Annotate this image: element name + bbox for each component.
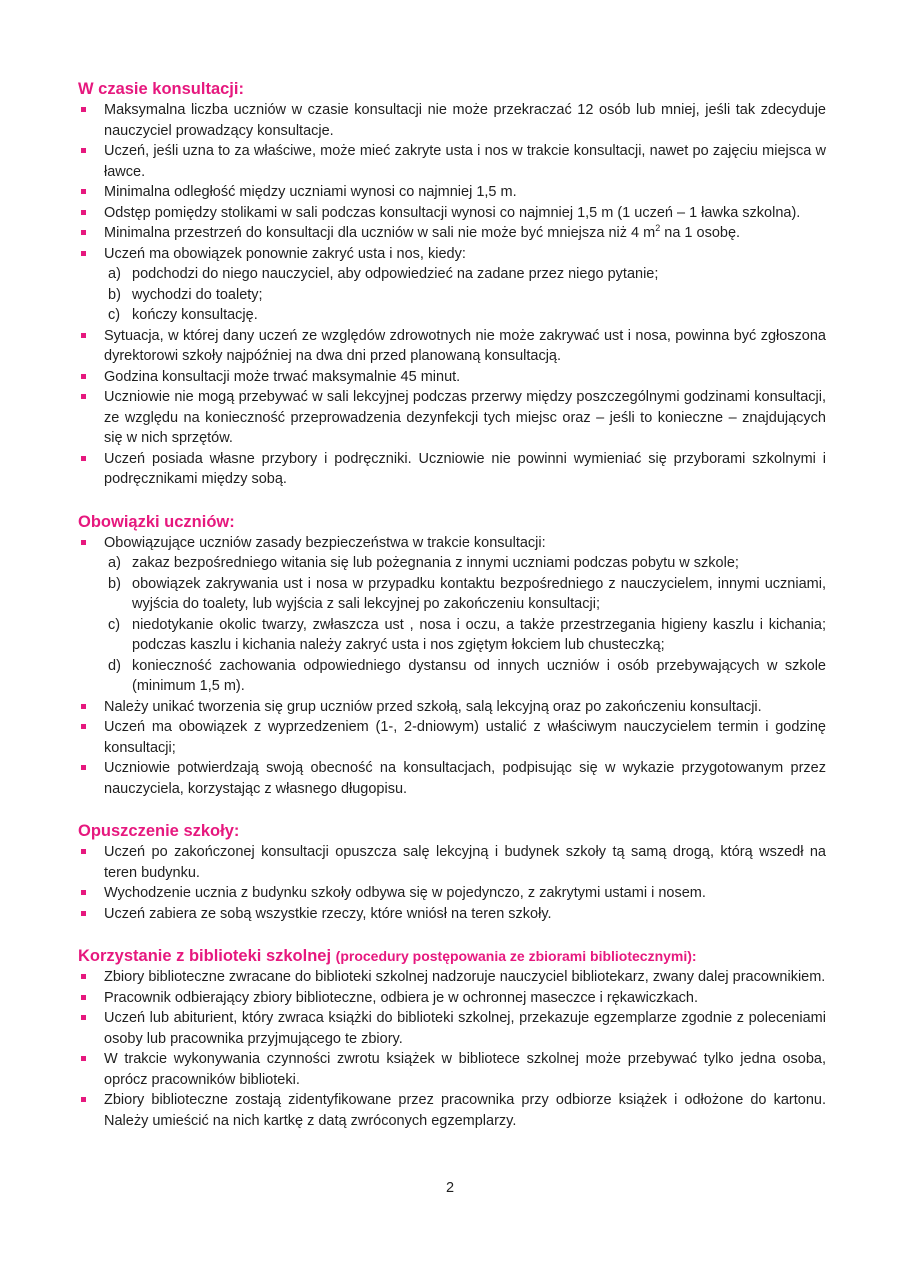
bullet-square-icon	[81, 251, 86, 256]
list-item: Pracownik odbierający zbiory biblioteczne, odbiera je w ochronnej maseczce i rękawiczkach.	[78, 988, 826, 1009]
bullet-square-icon	[81, 394, 86, 399]
list-item: Maksymalna liczba uczniów w czasie konsultacji nie może przekraczać 12 osób lub mniej, jeśli tak zdecyduje nauczyciel prowadzący konsultacje.	[78, 100, 826, 141]
page-number: 2	[445, 1180, 455, 1196]
bullet-square-icon	[81, 230, 86, 235]
list-item: Należy unikać tworzenia się grup uczniów przed szkołą, salą lekcyjną oraz po zakończeniu konsultacji.	[78, 697, 826, 718]
bullet-square-icon	[81, 107, 86, 112]
bullet-square-icon	[81, 333, 86, 338]
list-item: W trakcie wykonywania czynności zwrotu książek w bibliotece szkolnej może przebywać tylko jedna osoba, oprócz pracowników biblioteki.	[78, 1049, 826, 1090]
list-item: Minimalna przestrzeń do konsultacji dla uczniów w sali nie może być mniejsza niż 4 $m^2$ na 1 osobę.	[78, 223, 826, 244]
list-item: Obowiązujące uczniów zasady bezpieczeństwa w trakcie konsultacji: a) zakaz bezpośredniego witania się lub pożegnania z innymi uczniami podczas pobytu w szkole; b) obowiązek zakrywania ust i nosa w przypadku kontaktu bezpośredniego z nauczycielem, innymi uczniami, wyjścia do toalety, lub wyjścia z sali lekcyjnej po zakończeniu konsultacji; c) niedotykanie okolic twarzy, zwłaszcza ust , nosa i oczu, a także przestrzegania higieny kaszlu i kichania; podczas kaszlu i kichania należy zakryć usta i nos zgiętym łokciem lub chusteczką; d) konieczność zachowania odpowiedniego dystansu od innych uczniów i osób przebywających w szkole (minimum 1,5 m).	[78, 533, 826, 697]
bullet-square-icon	[81, 1097, 86, 1102]
section-subheading: (procedury postępowania ze zbiorami bibliotecznymi):	[335, 948, 697, 964]
document-page	[78, 78, 826, 1131]
bullet-square-icon	[81, 995, 86, 1000]
bullet-list	[78, 967, 826, 1131]
bullet-square-icon	[81, 540, 86, 545]
section-heading-opuszczenie: Opuszczenie szkoły:	[78, 822, 240, 840]
section-heading-konsultacje: W czasie konsultacji:	[78, 80, 244, 98]
sub-list-item: c) kończy konsultację.	[108, 307, 258, 323]
bullet-square-icon	[81, 724, 86, 729]
bullet-square-icon	[81, 210, 86, 215]
sub-list-item: b) obowiązek zakrywania ust i nosa w przypadku kontaktu bezpośredniego z nauczycielem, innymi uczniami, wyjścia do toalety, lub wyjścia z sali lekcyjnej po zakończeniu konsultacji;	[108, 575, 826, 612]
bullet-square-icon	[81, 849, 86, 854]
bullet-list	[78, 533, 826, 800]
bullet-square-icon	[81, 456, 86, 461]
bullet-square-icon	[81, 374, 86, 379]
bullet-square-icon	[81, 765, 86, 770]
sub-list-item: d) konieczność zachowania odpowiedniego dystansu od innych uczniów i osób przebywających w szkole (minimum 1,5 m).	[108, 657, 826, 694]
list-item: Minimalna odległość między uczniami wynosi co najmniej 1,5 m.	[78, 182, 826, 203]
bullet-square-icon	[81, 1056, 86, 1061]
list-item: Uczeń posiada własne przybory i podręczniki. Uczniowie nie powinni wymieniać się przyborami szkolnymi i podręcznikami między sobą.	[78, 449, 826, 490]
list-item: Odstęp pomiędzy stolikami w sali podczas konsultacji wynosi co najmniej 1,5 m (1 uczeń – 1 ławka szkolna).	[78, 203, 826, 224]
list-item: Uczeń ma obowiązek ponownie zakryć usta i nos, kiedy: a) podchodzi do niego nauczyciel, aby odpowiedzieć na zadane przez niego pytanie; b) wychodzi do toalety; c) kończy konsultację.	[78, 244, 826, 326]
bullet-list	[78, 100, 826, 490]
bullet-square-icon	[81, 1015, 86, 1020]
list-item: Sytuacja, w której dany uczeń ze względów zdrowotnych nie może zakrywać ust i nosa, powinna być zgłoszona dyrektorowi szkoły najpóźniej na dwa dni przed planowaną konsultacją.	[78, 326, 826, 367]
sub-list-item: a) zakaz bezpośredniego witania się lub pożegnania z innymi uczniami podczas pobytu w szkole;	[108, 555, 739, 571]
bullet-square-icon	[81, 189, 86, 194]
sub-list-item: a) podchodzi do niego nauczyciel, aby odpowiedzieć na zadane przez niego pytanie;	[108, 266, 659, 282]
list-item: Wychodzenie ucznia z budynku szkoły odbywa się w pojedynczo, z zakrytymi ustami i nosem.	[78, 883, 826, 904]
list-item: Godzina konsultacji może trwać maksymalnie 45 minut.	[78, 367, 826, 388]
sub-list-item: b) wychodzi do toalety;	[108, 286, 263, 303]
list-item: Uczeń ma obowiązek z wyprzedzeniem (1-, 2-dniowym) ustalić z właściwym nauczycielem termin i godzinę konsultacji;	[78, 717, 826, 758]
section-heading-obowiazki: Obowiązki uczniów:	[78, 512, 235, 531]
sub-list	[104, 553, 826, 697]
list-item: Uczniowie nie mogą przebywać w sali lekcyjnej podczas przerwy między poszczególnymi godzinami konsultacji, ze względu na konieczność przeprowadzenia dezynfekcji tych miejsc oraz – jeśli to konieczne – znajdujących się w nich sprzętów.	[78, 387, 826, 449]
section-heading-biblioteka: Korzystanie z biblioteki szkolnej (procedury postępowania ze zbiorami bibliotecznymi):	[78, 947, 697, 965]
sub-list	[104, 264, 826, 326]
bullet-square-icon	[81, 148, 86, 153]
superscript: 2	[655, 223, 661, 234]
bullet-square-icon	[81, 974, 86, 979]
list-item: Zbiory biblioteczne zwracane do biblioteki szkolnej nadzoruje nauczyciel bibliotekarz, zwany dalej pracownikiem.	[78, 967, 826, 988]
list-item: Zbiory biblioteczne zostają zidentyfikowane przez pracownika przy odbiorze książek i odłożone do kartonu. Należy umieścić na nich kartkę z datą zwróconych egzemplarzy.	[78, 1090, 826, 1131]
bullet-square-icon	[81, 911, 86, 916]
list-item: Uczeń po zakończonej konsultacji opuszcza salę lekcyjną i budynek szkoły tą samą drogą, którą wszedł na teren budynku.	[78, 842, 826, 883]
sub-list-item: c) niedotykanie okolic twarzy, zwłaszcza ust , nosa i oczu, a także przestrzegania higieny kaszlu i kichania; podczas kaszlu i kichania należy zakryć usta i nos zgiętym łokciem lub chusteczką;	[108, 616, 826, 653]
list-item: Uczniowie potwierdzają swoją obecność na konsultacjach, podpisując się w wykazie przygotowanym przez nauczyciela, korzystając z własnego długopisu.	[78, 758, 826, 799]
bullet-list	[78, 842, 826, 924]
bullet-square-icon	[81, 704, 86, 709]
bullet-square-icon	[81, 890, 86, 895]
list-item: Uczeń, jeśli uzna to za właściwe, może mieć zakryte usta i nos w trakcie konsultacji, nawet po zajęciu miejsca w ławce.	[78, 141, 826, 182]
list-item: Uczeń zabiera ze sobą wszystkie rzeczy, które wniósł na teren szkoły.	[78, 904, 826, 925]
list-item: Uczeń lub abiturient, który zwraca książki do biblioteki szkolnej, przekazuje egzemplarze zgodnie z poleceniami osoby lub pracownika przyjmującego te zbiory.	[78, 1008, 826, 1049]
